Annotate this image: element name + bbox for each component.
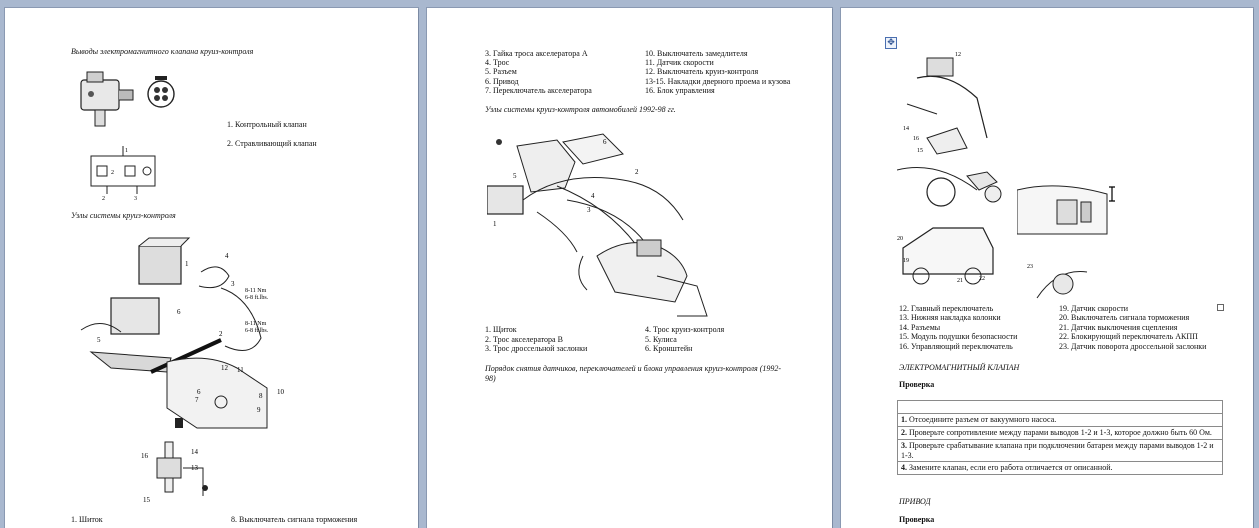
cruise-nodes-illustration (487, 126, 727, 322)
footer-item-right: 8. Выключатель сигнала торможения (231, 515, 358, 524)
table-row: 4. Замените клапан, если его работа отличается от описанной. (898, 461, 1222, 474)
legend-right-3: 6. Кронштейн (645, 344, 693, 353)
svg-text:3: 3 (587, 206, 591, 214)
svg-text:22: 22 (979, 276, 985, 282)
sensor-legend-left-5: 16. Управляющий переключатель (899, 342, 1013, 351)
part-left-4: 6. Привод (485, 77, 519, 86)
legend-right-2: 5. Кулиса (645, 335, 677, 344)
svg-text:6-8 ft.lbs.: 6-8 ft.lbs. (245, 328, 269, 334)
check-label: Проверка (899, 380, 935, 389)
table-move-handle-icon[interactable]: ✥ (885, 37, 897, 49)
part-right-2: 11. Датчик скорости (645, 58, 714, 67)
svg-text:5: 5 (513, 172, 517, 180)
steering-airbag-illustration (897, 160, 1017, 220)
pin-label-2b: 2 (102, 196, 105, 202)
svg-text:13: 13 (191, 464, 198, 472)
legend-left-3: 3. Трос дроссельной заслонки (485, 344, 588, 353)
part-right-5: 16. Блок управления (645, 86, 715, 95)
pin-label-1: 1 (125, 148, 128, 154)
svg-text:21: 21 (957, 278, 963, 284)
sensor-legend-right-2: 20. Выключатель сигнала торможения (1059, 313, 1190, 322)
check-label-2: Проверка (899, 515, 935, 524)
check-steps-table (897, 400, 1223, 475)
sensor-legend-right-4: 22. Блокирующий переключатель АКПП (1059, 332, 1198, 341)
svg-text:6-8 ft.lbs.: 6-8 ft.lbs. (245, 295, 269, 301)
svg-text:14: 14 (903, 126, 909, 132)
svg-text:4: 4 (225, 252, 229, 260)
vehicle-front-illustration (897, 218, 997, 288)
svg-text:1: 1 (185, 260, 189, 268)
footer-item-left: 1. Шиток (71, 515, 103, 524)
document-page-1 (5, 8, 418, 528)
part-right-3: 12. Выключатель круиз-контроля (645, 67, 759, 76)
valve-item-1: 1. Контрольный клапан (227, 120, 307, 129)
svg-text:8-11 Nm: 8-11 Nm (245, 288, 267, 294)
svg-text:14: 14 (191, 448, 198, 456)
svg-text:8-11 Nm: 8-11 Nm (245, 321, 267, 327)
svg-text:2: 2 (219, 330, 223, 338)
part-left-2: 4. Трос (485, 58, 510, 67)
table-row: 1. Отсоедините разъем от вакуумного насоса. (898, 413, 1222, 426)
svg-text:16: 16 (141, 452, 148, 460)
svg-text:20: 20 (897, 236, 903, 242)
svg-text:19: 19 (903, 258, 909, 264)
table-row: 3. Проверьте срабатывание клапана при подключении батареи между парами выводов 1-2 и 1-3. (898, 439, 1222, 461)
cruise-components-illustration (71, 232, 291, 512)
valve-illustration (73, 66, 183, 136)
document-page-3 (841, 8, 1253, 528)
part-left-5: 7. Переключатель акселератора (485, 86, 592, 95)
svg-text:4: 4 (591, 192, 595, 200)
document-page-2 (427, 8, 832, 528)
part-left-3: 5. Разъем (485, 67, 517, 76)
throttle-sensor-illustration (1027, 258, 1093, 304)
part-right-4: 13-15. Накладки дверного проема и кузова (645, 77, 791, 86)
sensor-legend-right-1: 19. Датчик скорости (1059, 304, 1129, 313)
sensor-legend-left-1: 12. Главный переключатель (899, 304, 994, 313)
table-row (898, 401, 1222, 413)
heading-valve-terminals: Выводы электромагнитного клапана круиз-контроля (71, 47, 254, 56)
valve-schematic (85, 144, 165, 202)
legend-left-2: 2. Трос акселератора В (485, 335, 563, 344)
svg-text:9: 9 (257, 406, 261, 414)
main-switch-illustration (897, 48, 997, 158)
part-right-1: 10. Выключатель замедлителя (645, 49, 748, 58)
valve-item-2: 2. Стравливающий клапан (227, 139, 317, 148)
dashboard-illustration (1017, 180, 1113, 244)
text-cursor-icon (1108, 186, 1116, 202)
section-title-drive: ПРИВОД (899, 497, 931, 506)
legend-right-1: 4. Трос круиз-контроля (645, 325, 725, 334)
section-title-solenoid-valve: ЭЛЕКТРОМАГНИТНЫЙ КЛАПАН (899, 363, 1020, 372)
svg-text:23: 23 (1027, 264, 1033, 270)
sensor-legend-left-2: 13. Нижняя накладка колонки (899, 313, 1001, 322)
heading-nodes-1992-98: Узлы системы круиз-контроля автомобилей 1992-98 гг. (485, 105, 676, 114)
svg-text:12: 12 (955, 52, 961, 58)
svg-text:5: 5 (97, 336, 101, 344)
svg-text:10: 10 (277, 388, 284, 396)
table-row: 2. Проверьте сопротивление между парами выводов 1-2 и 1-3, которое должно быть 60 Ом. (898, 426, 1222, 439)
sensor-legend-right-3: 21. Датчик выключения сцепления (1059, 323, 1178, 332)
pin-label-3: 3 (134, 196, 137, 202)
image-resize-handle[interactable] (1217, 304, 1224, 311)
svg-text:3: 3 (231, 280, 235, 288)
heading-removal-order: Порядок снятия датчиков, переключателей и блока управления круиз-контроля (1992-98) (485, 364, 782, 383)
pin-label-2: 2 (111, 170, 114, 176)
svg-text:2: 2 (635, 168, 639, 176)
svg-text:15: 15 (143, 496, 150, 504)
svg-text:12: 12 (221, 364, 228, 372)
sensor-legend-left-3: 14. Разъемы (899, 323, 941, 332)
part-left-1: 3. Гайка троса акселератора А (485, 49, 588, 58)
svg-text:16: 16 (913, 136, 919, 142)
svg-text:7: 7 (195, 396, 199, 404)
svg-text:8: 8 (259, 392, 263, 400)
heading-components: Узлы системы круиз-контроля (71, 211, 176, 220)
svg-text:1: 1 (493, 220, 497, 228)
svg-text:6: 6 (197, 388, 201, 396)
legend-left-1: 1. Щиток (485, 325, 517, 334)
svg-text:6: 6 (603, 138, 607, 146)
svg-text:15: 15 (917, 148, 923, 154)
sensor-legend-right-5: 23. Датчик поворота дроссельной заслонки (1059, 342, 1207, 351)
svg-text:11: 11 (237, 366, 244, 374)
svg-text:6: 6 (177, 308, 181, 316)
sensor-legend-left-4: 15. Модуль подушки безопасности (899, 332, 1018, 341)
